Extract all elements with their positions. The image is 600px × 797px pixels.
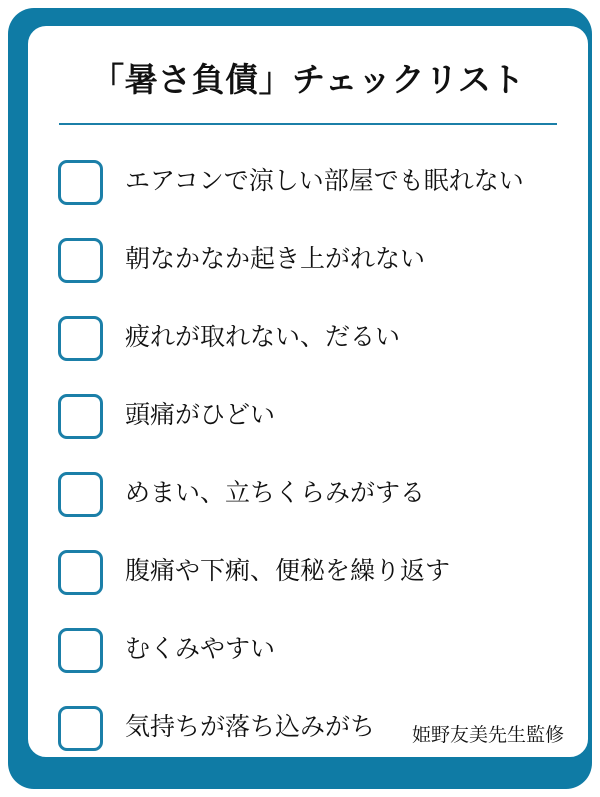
checklist-items <box>28 125 588 759</box>
list-item-label: 疲れが取れない、だるい <box>125 323 401 352</box>
checkbox[interactable] <box>58 706 103 751</box>
list-item-label: 朝なかなか起き上がれない <box>125 245 426 274</box>
checkbox[interactable] <box>58 628 103 673</box>
list-item[interactable] <box>28 455 588 533</box>
supervisor-credit: 姫野友美先生監修 <box>411 725 564 746</box>
list-item[interactable] <box>28 299 588 377</box>
checkbox[interactable] <box>58 550 103 595</box>
list-item-label: むくみやすい <box>125 635 276 664</box>
list-item-label: めまい、立ちくらみがする <box>125 479 426 508</box>
list-item[interactable] <box>28 611 588 689</box>
outer-frame <box>8 8 592 789</box>
list-item[interactable] <box>28 143 588 221</box>
checkbox[interactable] <box>58 160 103 205</box>
list-item-label: 腹痛や下痢、便秘を繰り返す <box>125 557 451 586</box>
page-title: 「暑さ負債」チェックリスト <box>91 61 525 98</box>
list-item[interactable] <box>28 533 588 611</box>
list-item[interactable] <box>28 377 588 455</box>
checkbox[interactable] <box>58 316 103 361</box>
checkbox[interactable] <box>58 394 103 439</box>
checklist-card <box>26 24 590 759</box>
list-item-label: 気持ちが落ち込みがち <box>125 713 376 742</box>
list-item-label: 頭痛がひどい <box>125 401 276 430</box>
checkbox[interactable] <box>58 238 103 283</box>
checkbox[interactable] <box>58 472 103 517</box>
list-item[interactable] <box>28 221 588 299</box>
list-item-label: エアコンで涼しい部屋でも眠れない <box>125 167 524 196</box>
